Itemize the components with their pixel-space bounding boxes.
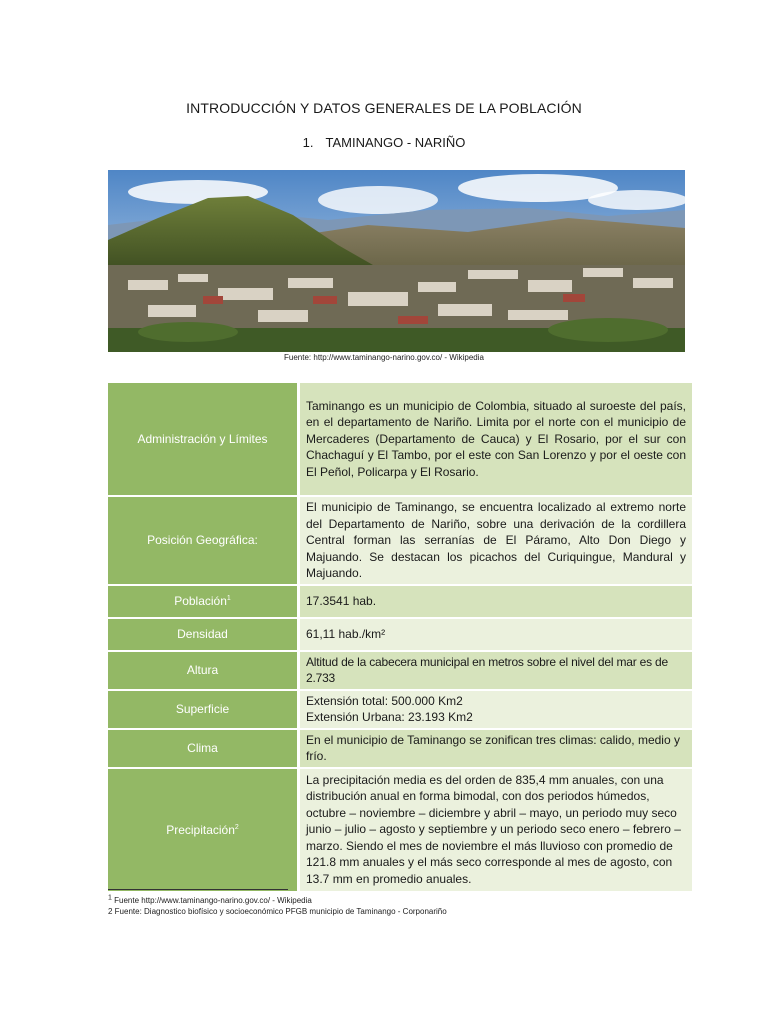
footnotes (108, 895, 447, 917)
footnote-ref-2: 2 (234, 823, 239, 831)
row-label-administracion: Administración y Límites (108, 383, 300, 495)
municipality-info-table (108, 381, 692, 893)
row-value-clima: En el municipio de Taminango se zonifican tres climas: calido, medio y frío. (300, 730, 692, 767)
table-row (108, 619, 692, 650)
footnote-2: 2 Fuente: Diagnostico biofísico y socioeconómico PFGB municipio de Taminango - Corponariño (108, 907, 447, 916)
row-label-poblacion-text: Población (174, 594, 227, 608)
row-value-densidad: 61,11 hab./km² (300, 619, 692, 650)
footnote-divider (108, 889, 288, 890)
photo-caption: Fuente: http://www.taminango-narino.gov.co/ - Wikipedia (284, 353, 484, 362)
table-row (108, 586, 692, 617)
row-label-precipitacion-text: Precipitación (166, 822, 235, 837)
table-row (108, 383, 692, 495)
row-value-superficie (300, 691, 692, 728)
row-label-clima: Clima (108, 730, 300, 767)
section-title: TAMINANGO - NARIÑO (325, 135, 466, 150)
town-landscape-photo (108, 170, 685, 352)
table-row (108, 730, 692, 767)
table-row (108, 769, 692, 891)
row-value-posicion: El municipio de Taminango, se encuentra localizado al extremo norte del Departamento de Nariño, sobre una derivación de la cordillera Central forman las serranías de El Páramo, Alto Don Diego y Majuando. Se destacan los picachos del Curiquingue, Mandural y Majuando. (300, 497, 692, 584)
row-label-precipitacion (108, 769, 300, 891)
footnote-ref-1: 1 (226, 595, 231, 602)
row-value-administracion: Taminango es un municipio de Colombia, situado al suroeste del país, en el departamento de Nariño. Limita por el norte con el municipio de Mercaderes (Departamento de Cauca) y El Rosario, por el sur con Chachaguí y El Tambo, por el este con San Lorenzo y por el oeste con El Peñol, Policarpa y El Rosario. (300, 383, 692, 495)
section-number: 1. (302, 135, 314, 150)
superficie-urbana: Extensión Urbana: 23.193 Km2 (306, 710, 473, 724)
superficie-total: Extensión total: 500.000 Km2 (306, 693, 463, 708)
table-row (108, 691, 692, 728)
row-value-poblacion: 17.3541 hab. (300, 586, 692, 617)
document-title: INTRODUCCIÓN Y DATOS GENERALES DE LA POBLACIÓN (186, 100, 582, 116)
table-row (108, 497, 692, 584)
footnote-1-text: Fuente http://www.taminango-narino.gov.co/ - Wikipedia (111, 896, 312, 905)
section-heading (0, 135, 768, 150)
row-label-poblacion (108, 586, 300, 617)
row-value-precipitacion: La precipitación media es del orden de 835,4 mm anuales, con una distribución anual en forma bimodal, con dos periodos húmedos, octubre – noviembre – diciembre y abril – mayo, un periodo muy seco junio – julio – agosto y septiembre y un periodo seco enero – febrero – marzo. Siendo el mes de noviembre el más lluvioso con promedio de 121.8 mm anuales y el más seco corresponde al mes de agosto, con 13.7 mm en promedio anuales. (300, 769, 692, 891)
row-label-altura: Altura (108, 652, 300, 689)
row-label-densidad: Densidad (108, 619, 300, 650)
row-value-altura: Altitud de la cabecera municipal en metros sobre el nivel del mar es de 2.733 (300, 652, 692, 689)
table-row (108, 652, 692, 689)
row-label-posicion: Posición Geográfica: (108, 497, 300, 584)
footnote-1-mark: 1 (108, 894, 112, 902)
row-label-superficie: Superficie (108, 691, 300, 728)
footnote-1 (108, 895, 447, 906)
